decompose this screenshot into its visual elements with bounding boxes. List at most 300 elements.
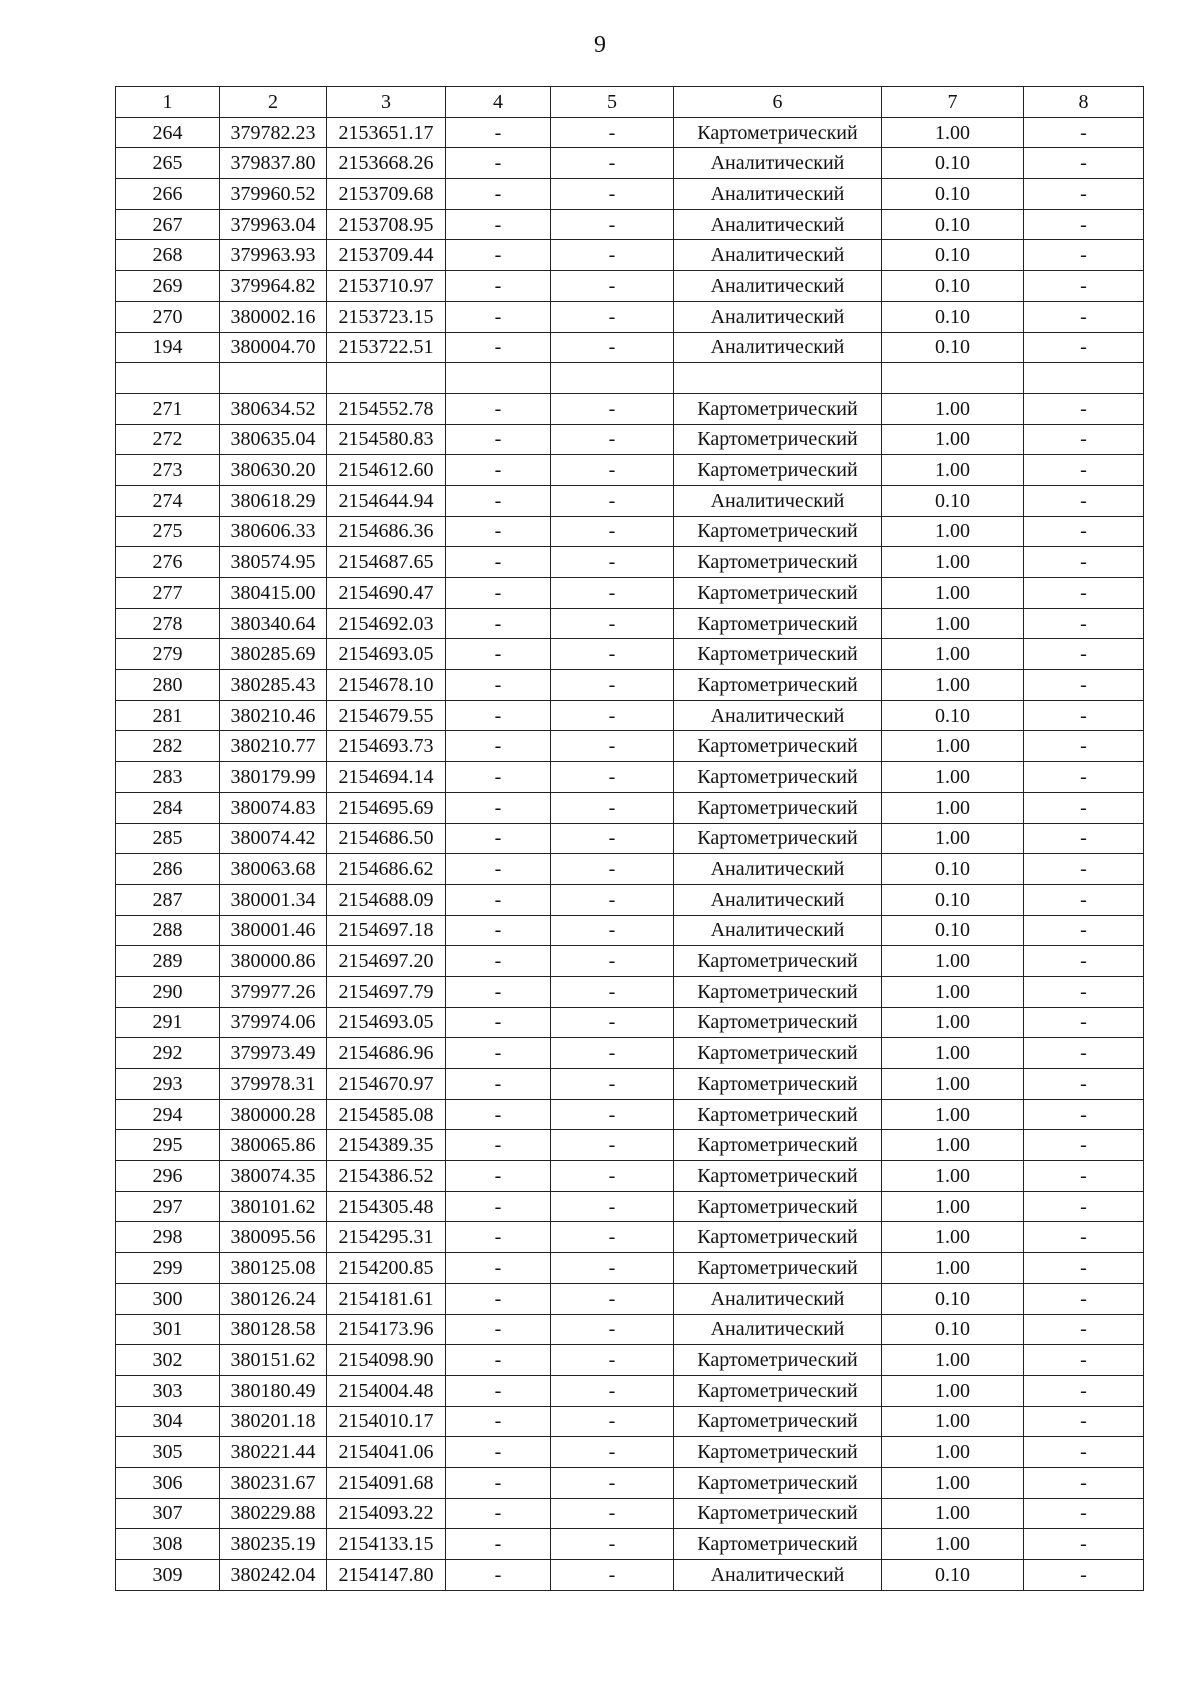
point-number-cell: 296 <box>116 1161 220 1192</box>
accuracy-cell: 0.10 <box>882 1283 1024 1314</box>
column-5-cell: - <box>551 1560 674 1591</box>
column-header-4: 4 <box>446 87 551 118</box>
column-5-cell: - <box>551 578 674 609</box>
column-8-cell: - <box>1024 485 1144 516</box>
column-4-cell: - <box>446 1498 551 1529</box>
accuracy-cell: 0.10 <box>882 332 1024 363</box>
accuracy-cell: 1.00 <box>882 393 1024 424</box>
method-cell: Аналитический <box>674 700 882 731</box>
accuracy-cell: 1.00 <box>882 1222 1024 1253</box>
table-row <box>116 393 1144 424</box>
y-coordinate-cell: 2153651.17 <box>327 117 446 148</box>
x-coordinate-cell: 380000.28 <box>220 1099 327 1130</box>
table-row <box>116 1222 1144 1253</box>
point-number-cell: 279 <box>116 639 220 670</box>
column-4-cell: - <box>446 639 551 670</box>
table-row <box>116 670 1144 701</box>
column-header-2: 2 <box>220 87 327 118</box>
column-4-cell: - <box>446 976 551 1007</box>
y-coordinate-cell <box>327 363 446 394</box>
accuracy-cell: 0.10 <box>882 485 1024 516</box>
column-5-cell: - <box>551 1467 674 1498</box>
column-5-cell: - <box>551 731 674 762</box>
table-row <box>116 1560 1144 1591</box>
point-number-cell: 304 <box>116 1406 220 1437</box>
x-coordinate-cell: 380231.67 <box>220 1467 327 1498</box>
y-coordinate-cell: 2154093.22 <box>327 1498 446 1529</box>
accuracy-cell: 1.00 <box>882 424 1024 455</box>
column-4-cell: - <box>446 854 551 885</box>
column-8-cell: - <box>1024 792 1144 823</box>
table-row <box>116 1437 1144 1468</box>
column-5-cell: - <box>551 1038 674 1069</box>
table-row <box>116 1191 1144 1222</box>
column-4-cell: - <box>446 1375 551 1406</box>
column-4-cell: - <box>446 179 551 210</box>
accuracy-cell: 1.00 <box>882 1253 1024 1284</box>
column-5-cell: - <box>551 670 674 701</box>
method-cell: Картометрический <box>674 1437 882 1468</box>
x-coordinate-cell: 379978.31 <box>220 1069 327 1100</box>
point-number-cell: 275 <box>116 516 220 547</box>
method-cell: Картометрический <box>674 1191 882 1222</box>
column-5-cell: - <box>551 1130 674 1161</box>
method-cell: Аналитический <box>674 485 882 516</box>
x-coordinate-cell: 380606.33 <box>220 516 327 547</box>
method-cell: Аналитический <box>674 1560 882 1591</box>
x-coordinate-cell: 380001.46 <box>220 915 327 946</box>
column-8-cell: - <box>1024 578 1144 609</box>
column-8-cell: - <box>1024 301 1144 332</box>
accuracy-cell: 1.00 <box>882 608 1024 639</box>
y-coordinate-cell: 2154200.85 <box>327 1253 446 1284</box>
y-coordinate-cell: 2153723.15 <box>327 301 446 332</box>
method-cell: Аналитический <box>674 271 882 302</box>
point-number-cell: 306 <box>116 1467 220 1498</box>
point-number-cell: 294 <box>116 1099 220 1130</box>
x-coordinate-cell: 380074.42 <box>220 823 327 854</box>
accuracy-cell: 0.10 <box>882 240 1024 271</box>
method-cell: Картометрический <box>674 1406 882 1437</box>
method-cell: Аналитический <box>674 915 882 946</box>
method-cell: Картометрический <box>674 547 882 578</box>
column-4-cell: - <box>446 547 551 578</box>
accuracy-cell: 1.00 <box>882 578 1024 609</box>
column-4-cell: - <box>446 455 551 486</box>
x-coordinate-cell: 380180.49 <box>220 1375 327 1406</box>
y-coordinate-cell: 2154295.31 <box>327 1222 446 1253</box>
column-8-cell: - <box>1024 271 1144 302</box>
x-coordinate-cell: 380002.16 <box>220 301 327 332</box>
page-number: 9 <box>594 32 606 58</box>
y-coordinate-cell: 2154695.69 <box>327 792 446 823</box>
column-4-cell: - <box>446 393 551 424</box>
x-coordinate-cell: 379963.04 <box>220 209 327 240</box>
point-number-cell: 290 <box>116 976 220 1007</box>
point-number-cell: 295 <box>116 1130 220 1161</box>
x-coordinate-cell: 379974.06 <box>220 1007 327 1038</box>
y-coordinate-cell: 2154552.78 <box>327 393 446 424</box>
column-4-cell: - <box>446 1222 551 1253</box>
x-coordinate-cell: 380074.83 <box>220 792 327 823</box>
y-coordinate-cell: 2154389.35 <box>327 1130 446 1161</box>
method-cell: Картометрический <box>674 578 882 609</box>
table-row <box>116 915 1144 946</box>
accuracy-cell: 1.00 <box>882 1437 1024 1468</box>
point-number-cell: 292 <box>116 1038 220 1069</box>
accuracy-cell: 0.10 <box>882 179 1024 210</box>
column-4-cell: - <box>446 424 551 455</box>
x-coordinate-cell: 379977.26 <box>220 976 327 1007</box>
x-coordinate-cell: 380285.43 <box>220 670 327 701</box>
point-number-cell: 297 <box>116 1191 220 1222</box>
x-coordinate-cell: 380210.77 <box>220 731 327 762</box>
method-cell: Картометрический <box>674 1529 882 1560</box>
y-coordinate-cell: 2154688.09 <box>327 884 446 915</box>
point-number-cell: 298 <box>116 1222 220 1253</box>
column-4-cell: - <box>446 1314 551 1345</box>
point-number-cell: 291 <box>116 1007 220 1038</box>
y-coordinate-cell: 2154004.48 <box>327 1375 446 1406</box>
method-cell: Картометрический <box>674 1161 882 1192</box>
accuracy-cell: 1.00 <box>882 1406 1024 1437</box>
column-4-cell: - <box>446 148 551 179</box>
column-4-cell: - <box>446 1038 551 1069</box>
table-row <box>116 792 1144 823</box>
y-coordinate-cell: 2154679.55 <box>327 700 446 731</box>
column-5-cell: - <box>551 762 674 793</box>
column-4-cell: - <box>446 608 551 639</box>
x-coordinate-cell: 380095.56 <box>220 1222 327 1253</box>
column-8-cell: - <box>1024 670 1144 701</box>
column-4-cell: - <box>446 1099 551 1130</box>
accuracy-cell: 1.00 <box>882 1191 1024 1222</box>
x-coordinate-cell: 380221.44 <box>220 1437 327 1468</box>
accuracy-cell: 0.10 <box>882 884 1024 915</box>
point-number-cell: 305 <box>116 1437 220 1468</box>
x-coordinate-cell: 380618.29 <box>220 485 327 516</box>
table-row <box>116 1283 1144 1314</box>
method-cell: Картометрический <box>674 1222 882 1253</box>
column-5-cell: - <box>551 1437 674 1468</box>
y-coordinate-cell: 2154181.61 <box>327 1283 446 1314</box>
column-5-cell: - <box>551 1406 674 1437</box>
table-row <box>116 1069 1144 1100</box>
table-row <box>116 1498 1144 1529</box>
column-header-7: 7 <box>882 87 1024 118</box>
column-8-cell: - <box>1024 117 1144 148</box>
point-number-cell: 273 <box>116 455 220 486</box>
accuracy-cell: 0.10 <box>882 1560 1024 1591</box>
table-row <box>116 884 1144 915</box>
point-number-cell: 280 <box>116 670 220 701</box>
x-coordinate-cell: 379782.23 <box>220 117 327 148</box>
column-5-cell: - <box>551 608 674 639</box>
column-4-cell: - <box>446 1560 551 1591</box>
column-8-cell: - <box>1024 1283 1144 1314</box>
column-5-cell: - <box>551 915 674 946</box>
accuracy-cell: 1.00 <box>882 762 1024 793</box>
column-8-cell: - <box>1024 1498 1144 1529</box>
x-coordinate-cell <box>220 363 327 394</box>
point-number-cell: 307 <box>116 1498 220 1529</box>
column-5-cell: - <box>551 1007 674 1038</box>
y-coordinate-cell: 2154697.79 <box>327 976 446 1007</box>
column-5-cell: - <box>551 1253 674 1284</box>
column-5-cell: - <box>551 1191 674 1222</box>
y-coordinate-cell: 2154686.96 <box>327 1038 446 1069</box>
column-8-cell: - <box>1024 884 1144 915</box>
column-8-cell: - <box>1024 424 1144 455</box>
method-cell: Аналитический <box>674 1314 882 1345</box>
x-coordinate-cell: 380179.99 <box>220 762 327 793</box>
y-coordinate-cell: 2154686.50 <box>327 823 446 854</box>
column-5-cell: - <box>551 209 674 240</box>
column-header-6: 6 <box>674 87 882 118</box>
x-coordinate-cell: 380635.04 <box>220 424 327 455</box>
x-coordinate-cell: 380201.18 <box>220 1406 327 1437</box>
y-coordinate-cell: 2154612.60 <box>327 455 446 486</box>
table-row <box>116 608 1144 639</box>
method-cell: Картометрический <box>674 1038 882 1069</box>
column-4-cell: - <box>446 1161 551 1192</box>
column-5-cell: - <box>551 393 674 424</box>
column-5-cell: - <box>551 240 674 271</box>
method-cell: Картометрический <box>674 792 882 823</box>
column-header-3: 3 <box>327 87 446 118</box>
column-4-cell: - <box>446 1406 551 1437</box>
method-cell: Картометрический <box>674 1467 882 1498</box>
x-coordinate-cell: 379960.52 <box>220 179 327 210</box>
column-8-cell: - <box>1024 823 1144 854</box>
method-cell: Картометрический <box>674 1007 882 1038</box>
column-5-cell: - <box>551 639 674 670</box>
point-number-cell: 264 <box>116 117 220 148</box>
point-number-cell: 283 <box>116 762 220 793</box>
point-number-cell: 300 <box>116 1283 220 1314</box>
y-coordinate-cell: 2154697.20 <box>327 946 446 977</box>
y-coordinate-cell: 2154173.96 <box>327 1314 446 1345</box>
column-4-cell: - <box>446 240 551 271</box>
method-cell: Картометрический <box>674 1099 882 1130</box>
point-number-cell: 287 <box>116 884 220 915</box>
method-cell: Картометрический <box>674 976 882 1007</box>
method-cell: Картометрический <box>674 455 882 486</box>
method-cell: Картометрический <box>674 639 882 670</box>
accuracy-cell: 0.10 <box>882 271 1024 302</box>
column-4-cell: - <box>446 332 551 363</box>
column-8-cell: - <box>1024 915 1144 946</box>
x-coordinate-cell: 380210.46 <box>220 700 327 731</box>
table-row <box>116 1375 1144 1406</box>
x-coordinate-cell: 379837.80 <box>220 148 327 179</box>
accuracy-cell: 1.00 <box>882 731 1024 762</box>
accuracy-cell: 1.00 <box>882 670 1024 701</box>
column-4-cell: - <box>446 1130 551 1161</box>
method-cell: Картометрический <box>674 1130 882 1161</box>
table-row <box>116 209 1144 240</box>
column-8-cell: - <box>1024 240 1144 271</box>
column-5-cell: - <box>551 1161 674 1192</box>
x-coordinate-cell: 380415.00 <box>220 578 327 609</box>
x-coordinate-cell: 380125.08 <box>220 1253 327 1284</box>
column-8-cell: - <box>1024 1437 1144 1468</box>
column-4-cell: - <box>446 1283 551 1314</box>
accuracy-cell: 1.00 <box>882 1038 1024 1069</box>
accuracy-cell: 0.10 <box>882 301 1024 332</box>
accuracy-cell: 1.00 <box>882 455 1024 486</box>
point-number-cell: 277 <box>116 578 220 609</box>
x-coordinate-cell: 380242.04 <box>220 1560 327 1591</box>
point-number-cell: 268 <box>116 240 220 271</box>
x-coordinate-cell: 380634.52 <box>220 393 327 424</box>
method-cell: Картометрический <box>674 762 882 793</box>
column-8-cell: - <box>1024 455 1144 486</box>
column-8-cell: - <box>1024 1007 1144 1038</box>
column-8-cell: - <box>1024 731 1144 762</box>
x-coordinate-cell: 380101.62 <box>220 1191 327 1222</box>
column-4-cell: - <box>446 762 551 793</box>
accuracy-cell: 0.10 <box>882 1314 1024 1345</box>
column-5-cell: - <box>551 792 674 823</box>
point-number-cell: 269 <box>116 271 220 302</box>
x-coordinate-cell: 380004.70 <box>220 332 327 363</box>
point-number-cell: 265 <box>116 148 220 179</box>
column-8-cell: - <box>1024 1467 1144 1498</box>
table-row <box>116 424 1144 455</box>
y-coordinate-cell: 2153722.51 <box>327 332 446 363</box>
point-number-cell: 302 <box>116 1345 220 1376</box>
point-number-cell: 278 <box>116 608 220 639</box>
point-number-cell: 293 <box>116 1069 220 1100</box>
method-cell: Картометрический <box>674 516 882 547</box>
column-4-cell: - <box>446 485 551 516</box>
column-4-cell: - <box>446 1345 551 1376</box>
table-row <box>116 1314 1144 1345</box>
method-cell: Картометрический <box>674 1375 882 1406</box>
x-coordinate-cell: 379964.82 <box>220 271 327 302</box>
accuracy-cell: 0.10 <box>882 700 1024 731</box>
column-5-cell: - <box>551 884 674 915</box>
x-coordinate-cell: 380229.88 <box>220 1498 327 1529</box>
column-8-cell: - <box>1024 762 1144 793</box>
point-number-cell: 303 <box>116 1375 220 1406</box>
method-cell: Аналитический <box>674 148 882 179</box>
column-4-cell: - <box>446 271 551 302</box>
method-cell: Картометрический <box>674 1345 882 1376</box>
column-8-cell: - <box>1024 179 1144 210</box>
accuracy-cell: 1.00 <box>882 117 1024 148</box>
point-number-cell: 271 <box>116 393 220 424</box>
method-cell: Картометрический <box>674 1498 882 1529</box>
method-cell: Аналитический <box>674 884 882 915</box>
accuracy-cell: 0.10 <box>882 148 1024 179</box>
y-coordinate-cell: 2153710.97 <box>327 271 446 302</box>
method-cell: Картометрический <box>674 731 882 762</box>
y-coordinate-cell: 2154692.03 <box>327 608 446 639</box>
method-cell: Картометрический <box>674 117 882 148</box>
column-5-cell: - <box>551 117 674 148</box>
x-coordinate-cell: 380285.69 <box>220 639 327 670</box>
column-5-cell: - <box>551 1375 674 1406</box>
column-5-cell: - <box>551 1345 674 1376</box>
y-coordinate-cell: 2154585.08 <box>327 1099 446 1130</box>
method-cell: Картометрический <box>674 1069 882 1100</box>
column-4-cell: - <box>446 792 551 823</box>
point-number-cell: 288 <box>116 915 220 946</box>
table-row <box>116 639 1144 670</box>
column-8-cell: - <box>1024 1253 1144 1284</box>
x-coordinate-cell: 380128.58 <box>220 1314 327 1345</box>
table-header-row <box>116 87 1144 118</box>
table-separator-row <box>116 363 1144 394</box>
point-number-cell: 276 <box>116 547 220 578</box>
column-4-cell: - <box>446 117 551 148</box>
column-8-cell: - <box>1024 1161 1144 1192</box>
column-8-cell: - <box>1024 547 1144 578</box>
y-coordinate-cell: 2154098.90 <box>327 1345 446 1376</box>
table-row <box>116 547 1144 578</box>
y-coordinate-cell: 2154670.97 <box>327 1069 446 1100</box>
point-number-cell: 282 <box>116 731 220 762</box>
column-5-cell: - <box>551 1222 674 1253</box>
table-row <box>116 1099 1144 1130</box>
table-row <box>116 332 1144 363</box>
accuracy-cell: 1.00 <box>882 547 1024 578</box>
column-8-cell: - <box>1024 1191 1144 1222</box>
accuracy-cell: 1.00 <box>882 1069 1024 1100</box>
table-row <box>116 700 1144 731</box>
column-8-cell: - <box>1024 332 1144 363</box>
column-8-cell: - <box>1024 976 1144 1007</box>
point-number-cell <box>116 363 220 394</box>
table-row <box>116 1406 1144 1437</box>
point-number-cell: 284 <box>116 792 220 823</box>
column-8-cell: - <box>1024 1560 1144 1591</box>
point-number-cell: 308 <box>116 1529 220 1560</box>
column-4-cell: - <box>446 700 551 731</box>
column-8-cell: - <box>1024 700 1144 731</box>
point-number-cell: 286 <box>116 854 220 885</box>
column-5-cell: - <box>551 516 674 547</box>
column-4-cell: - <box>446 1191 551 1222</box>
y-coordinate-cell: 2154693.05 <box>327 639 446 670</box>
column-8-cell: - <box>1024 854 1144 885</box>
x-coordinate-cell: 380574.95 <box>220 547 327 578</box>
accuracy-cell: 1.00 <box>882 976 1024 1007</box>
column-5-cell: - <box>551 271 674 302</box>
column-8-cell: - <box>1024 1529 1144 1560</box>
accuracy-cell: 1.00 <box>882 1529 1024 1560</box>
column-5-cell: - <box>551 700 674 731</box>
column-5-cell: - <box>551 1498 674 1529</box>
x-coordinate-cell: 380063.68 <box>220 854 327 885</box>
column-5-cell: - <box>551 332 674 363</box>
y-coordinate-cell: 2154687.65 <box>327 547 446 578</box>
method-cell: Аналитический <box>674 209 882 240</box>
column-8-cell: - <box>1024 393 1144 424</box>
x-coordinate-cell: 380000.86 <box>220 946 327 977</box>
x-coordinate-cell: 380126.24 <box>220 1283 327 1314</box>
column-5-cell: - <box>551 976 674 1007</box>
table-body <box>116 117 1144 1590</box>
accuracy-cell <box>882 363 1024 394</box>
method-cell: Аналитический <box>674 332 882 363</box>
column-5-cell: - <box>551 148 674 179</box>
y-coordinate-cell: 2154694.14 <box>327 762 446 793</box>
accuracy-cell: 1.00 <box>882 792 1024 823</box>
point-number-cell: 299 <box>116 1253 220 1284</box>
